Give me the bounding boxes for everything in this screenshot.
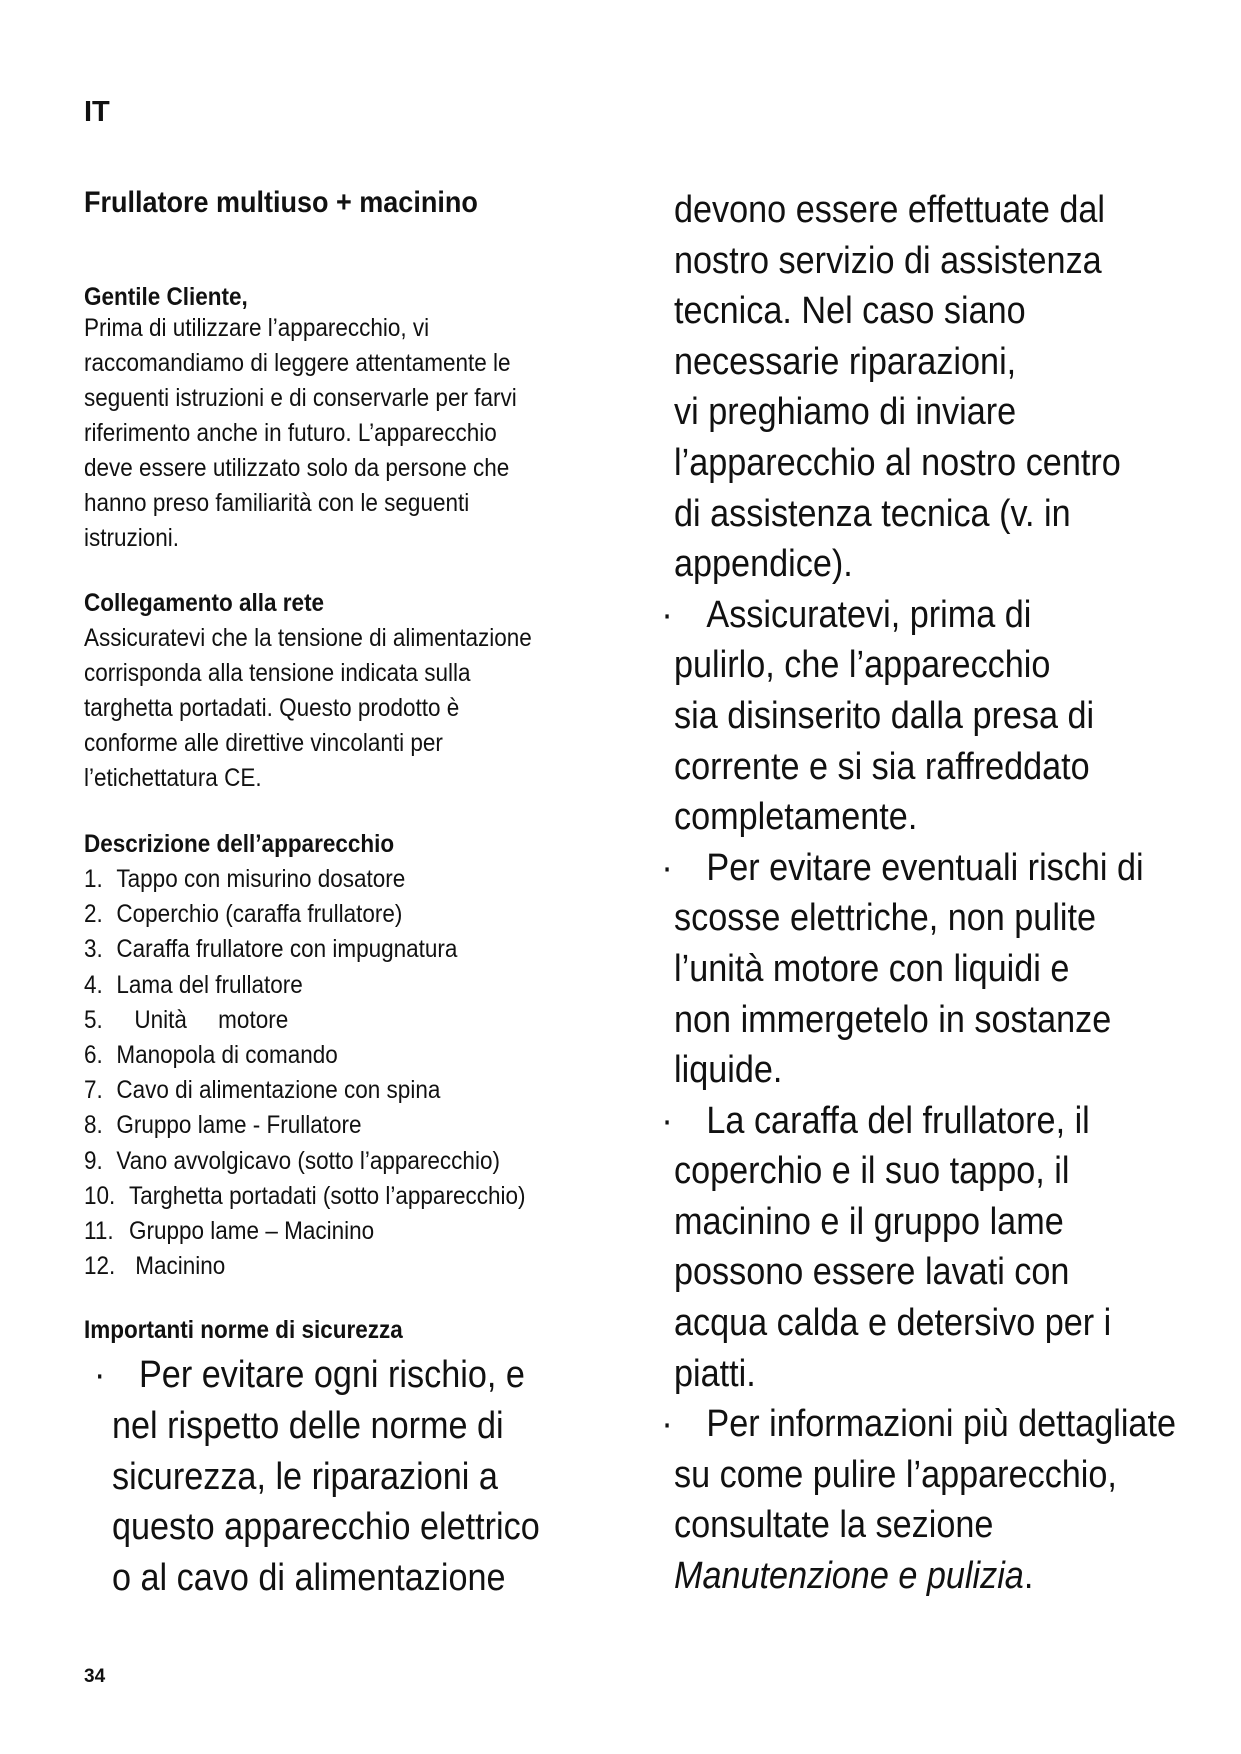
list-item bbox=[84, 1003, 588, 1038]
bullet-line: consultate la sezione bbox=[674, 1504, 994, 1547]
bullet-line: nostro servizio di assistenza bbox=[674, 239, 1102, 282]
bullet-line: sicurezza, le riparazioni a bbox=[112, 1455, 498, 1498]
bullet-dot: · bbox=[661, 846, 673, 889]
list-item bbox=[84, 968, 588, 1003]
bullet-line: tecnica. Nel caso siano bbox=[674, 290, 1026, 333]
list-text: Coperchio (caraffa frullatore) bbox=[116, 900, 403, 929]
greeting-heading: Gentile Cliente, bbox=[84, 283, 248, 311]
cleaning-bullet-2 bbox=[661, 843, 1160, 1096]
bullet-line bbox=[661, 843, 1160, 894]
list-item bbox=[84, 1214, 588, 1249]
sentence-end: . bbox=[1023, 1555, 1034, 1598]
list-text: Vano avvolgicavo (sotto l’apparecchio) bbox=[116, 1146, 500, 1175]
bullet-line: piatti. bbox=[674, 1352, 756, 1395]
list-item bbox=[84, 1073, 588, 1108]
bullet-line: corrente e si sia raffreddato bbox=[674, 745, 1090, 788]
list-text: Tappo con misurino dosatore bbox=[116, 865, 406, 893]
list-item bbox=[84, 1179, 588, 1214]
safety-heading: Importanti norme di sicurezza bbox=[84, 1316, 403, 1345]
bullet-line bbox=[674, 1551, 1160, 1602]
bullet-line: acqua calda e detersivo per i bbox=[674, 1302, 1112, 1345]
list-item bbox=[84, 862, 588, 897]
paragraph-line: targhetta portadati. Questo prodotto è bbox=[84, 694, 460, 722]
list-number: 8. bbox=[84, 1111, 103, 1140]
list-number: 2. bbox=[84, 900, 103, 929]
list-text: Unità motore bbox=[134, 1005, 289, 1034]
paragraph-line: seguenti istruzioni e di conservarle per farvi bbox=[84, 384, 517, 412]
bullet-text: Per informazioni più dettagliate bbox=[706, 1403, 1176, 1446]
section-reference: Manutenzione e pulizia bbox=[674, 1555, 1024, 1598]
list-number: 9. bbox=[84, 1146, 103, 1175]
bullet-line: l’unità motore con liquidi e bbox=[674, 947, 1070, 990]
list-number: 6. bbox=[84, 1041, 103, 1070]
bullet-line: nel rispetto delle norme di bbox=[112, 1405, 504, 1448]
cleaning-bullet-4 bbox=[661, 1399, 1176, 1601]
list-item bbox=[84, 1038, 588, 1073]
bullet-line: sia disinserito dalla presa di bbox=[674, 694, 1095, 737]
bullet-line: necessarie riparazioni, bbox=[674, 340, 1017, 383]
paragraph-line: raccomandiamo di leggere attentamente le bbox=[84, 349, 511, 377]
description-heading: Descrizione dell’apparecchio bbox=[84, 830, 395, 858]
bullet-line: su come pulire l’apparecchio, bbox=[674, 1453, 1117, 1496]
list-number: 11. bbox=[84, 1217, 114, 1246]
bullet-line: vi preghiamo di inviare bbox=[674, 391, 1017, 434]
list-text: Gruppo lame – Macinino bbox=[129, 1217, 375, 1246]
bullet-line: l’apparecchio al nostro centro bbox=[674, 441, 1121, 484]
list-number: 5. bbox=[84, 1005, 103, 1034]
list-number: 3. bbox=[84, 935, 103, 964]
bullet-line: possono essere lavati con bbox=[674, 1251, 1070, 1294]
bullet-dot: · bbox=[661, 593, 673, 636]
bullet-line bbox=[661, 590, 1160, 641]
paragraph-line: Prima di utilizzare l’apparecchio, vi bbox=[84, 314, 430, 342]
bullet-line: liquide. bbox=[674, 1049, 783, 1092]
list-text: Caraffa frullatore con impugnatura bbox=[116, 935, 458, 964]
bullet-line: coperchio e il suo tappo, il bbox=[674, 1150, 1070, 1193]
network-heading: Collegamento alla rete bbox=[84, 589, 325, 617]
bullet-line bbox=[661, 1096, 1160, 1147]
language-code: IT bbox=[84, 96, 110, 128]
bullet-line: pulirlo, che l’apparecchio bbox=[674, 644, 1051, 687]
parts-list bbox=[84, 862, 644, 1284]
safety-continuation bbox=[674, 185, 1160, 590]
bullet-line: non immergetelo in sostanze bbox=[674, 998, 1112, 1041]
bullet-line: completamente. bbox=[674, 796, 918, 839]
list-item bbox=[84, 1144, 588, 1179]
cleaning-bullet-1 bbox=[661, 590, 1160, 843]
paragraph-line: deve essere utilizzato solo da persone che bbox=[84, 454, 510, 482]
cleaning-bullet-3 bbox=[661, 1096, 1160, 1400]
list-text: Manopola di comando bbox=[116, 1041, 338, 1070]
paragraph-line: conforme alle direttive vincolanti per bbox=[84, 729, 443, 757]
paragraph-line: hanno preso familiarità con le seguenti bbox=[84, 489, 470, 517]
bullet-text: Per evitare ogni rischio, e bbox=[139, 1354, 525, 1397]
list-item bbox=[84, 932, 588, 967]
bullet-line bbox=[661, 1399, 1176, 1450]
bullet-line: macinino e il gruppo lame bbox=[674, 1200, 1064, 1243]
bullet-line: appendice). bbox=[674, 543, 853, 586]
list-number: 4. bbox=[84, 970, 103, 999]
right-column bbox=[654, 185, 1214, 1602]
safety-bullet bbox=[94, 1350, 589, 1603]
network-paragraph bbox=[84, 621, 588, 796]
list-number: 10. bbox=[84, 1181, 116, 1210]
paragraph-line: riferimento anche in futuro. L’apparecchio bbox=[84, 419, 497, 447]
bullet-dot: · bbox=[661, 1403, 673, 1446]
list-text: Lama del frullatore bbox=[116, 970, 303, 999]
list-text: Cavo di alimentazione con spina bbox=[116, 1076, 441, 1105]
list-item bbox=[84, 1108, 588, 1143]
bullet-line bbox=[94, 1350, 589, 1401]
list-text: Targhetta portadati (sotto l’apparecchio) bbox=[129, 1181, 526, 1210]
bullet-line: o al cavo di alimentazione bbox=[112, 1556, 506, 1599]
list-number: 12. bbox=[84, 1252, 116, 1281]
bullet-text: Per evitare eventuali rischi di bbox=[706, 846, 1144, 889]
page-number: 34 bbox=[84, 1666, 106, 1687]
bullet-line: devono essere effettuate dal bbox=[674, 189, 1106, 231]
list-number: 1. bbox=[84, 865, 103, 893]
bullet-dot: · bbox=[661, 1099, 673, 1142]
list-text: Macinino bbox=[129, 1252, 226, 1281]
list-text: Gruppo lame - Frullatore bbox=[116, 1111, 362, 1140]
bullet-line: questo apparecchio elettrico bbox=[112, 1506, 540, 1549]
greeting-paragraph bbox=[84, 311, 588, 556]
paragraph-line: l’etichettatura CE. bbox=[84, 764, 262, 792]
left-column bbox=[84, 186, 644, 1603]
bullet-line: di assistenza tecnica (v. in bbox=[674, 492, 1071, 535]
paragraph-line: istruzioni. bbox=[84, 524, 180, 552]
bullet-text: La caraffa del frullatore, il bbox=[706, 1099, 1090, 1142]
list-item bbox=[84, 1249, 588, 1284]
paragraph-line: corrisponda alla tensione indicata sulla bbox=[84, 659, 471, 687]
bullet-line: scosse elettriche, non pulite bbox=[674, 897, 1097, 940]
bullet-dot: · bbox=[94, 1354, 106, 1397]
list-item bbox=[84, 897, 588, 932]
document-title: Frullatore multiuso + macinino bbox=[84, 186, 478, 219]
list-number: 7. bbox=[84, 1076, 103, 1105]
bullet-text: Assicuratevi, prima di bbox=[706, 593, 1032, 636]
paragraph-line: Assicuratevi che la tensione di alimentazione bbox=[84, 624, 532, 652]
